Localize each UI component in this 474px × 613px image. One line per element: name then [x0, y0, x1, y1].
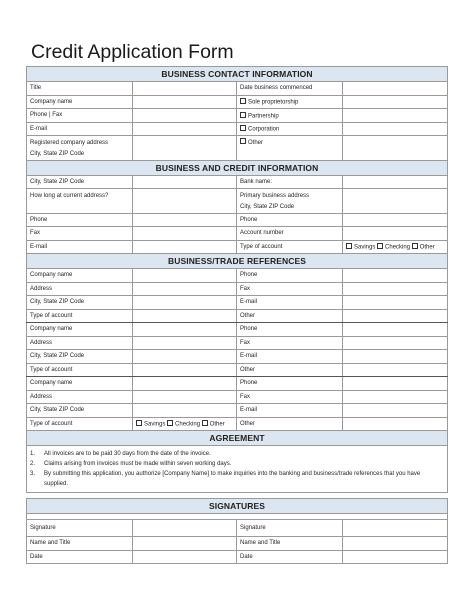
email-field[interactable] [133, 122, 237, 136]
form-row [27, 95, 448, 109]
type-of-account-label: Type of account [237, 240, 343, 254]
agreement-block [27, 446, 448, 493]
section-heading: BUSINESS AND CREDIT INFORMATION [27, 160, 448, 175]
section-heading: BUSINESS/TRADE REFERENCES [27, 254, 448, 269]
form-row [27, 296, 448, 310]
title-label: Title [27, 82, 133, 96]
ref-fax-label: Fax [237, 336, 343, 350]
ref-fax-label: Fax [237, 390, 343, 404]
form-row [27, 363, 448, 377]
ref-address-label: Address [27, 282, 133, 296]
ref-address-field[interactable] [133, 336, 237, 350]
date-label-2: Date [237, 550, 343, 564]
section-references [27, 254, 448, 269]
ref-email-field[interactable] [343, 350, 448, 364]
checkbox-icon[interactable] [167, 420, 173, 426]
ref-email-field[interactable] [343, 404, 448, 418]
agreement-item: 2. Claims arising from invoices must be made within seven working days. [30, 461, 232, 467]
form-row [27, 550, 448, 564]
phone-fax-label: Phone | Fax [27, 109, 133, 123]
ref-account-type-options: Savings Checking Other [133, 417, 237, 431]
company-name-field[interactable] [133, 95, 237, 109]
other-option[interactable]: Other [237, 136, 343, 161]
form-row [27, 269, 448, 283]
ref-fax-label: Fax [237, 282, 343, 296]
checkbox-icon[interactable] [377, 243, 383, 249]
bank-name-label: Bank name: [237, 175, 343, 189]
ref-type-label: Type of account [27, 363, 133, 377]
ref-company-label: Company name [27, 269, 133, 283]
fax-label: Fax [27, 227, 133, 241]
signature-label-2: Signature [237, 520, 343, 537]
form-row [27, 323, 448, 337]
checkbox-icon[interactable] [240, 98, 246, 104]
section-business-credit [27, 160, 448, 175]
corporation-option[interactable]: Corporation [237, 122, 343, 136]
ref-city-field[interactable] [133, 296, 237, 310]
ref-company-label: Company name [27, 323, 133, 337]
ref-other-field[interactable] [343, 363, 448, 377]
date-label: Date [27, 550, 133, 564]
form-row [27, 282, 448, 296]
ref-email-field[interactable] [343, 296, 448, 310]
ref-address-label: Address [27, 390, 133, 404]
ref-fax-field[interactable] [343, 390, 448, 404]
ref-company-field[interactable] [133, 377, 237, 391]
checkbox-icon[interactable] [136, 420, 142, 426]
date-commenced-field[interactable] [343, 82, 448, 96]
ref-city-field[interactable] [133, 350, 237, 364]
ref-address-field[interactable] [133, 390, 237, 404]
form-row [27, 189, 448, 214]
ref-email-label: E-mail [237, 350, 343, 364]
empty-cell [343, 136, 448, 161]
checkbox-icon[interactable] [202, 420, 208, 426]
form-table [26, 66, 448, 564]
date-field[interactable] [133, 550, 237, 564]
checkbox-icon[interactable] [346, 243, 352, 249]
empty-cell [343, 95, 448, 109]
date-field-2[interactable] [343, 550, 448, 564]
agreement-list [27, 446, 448, 493]
form-row [27, 122, 448, 136]
bank-phone-field[interactable] [343, 213, 448, 227]
sole-proprietorship-option[interactable]: Sole proprietorship [237, 95, 343, 109]
form-row [27, 537, 448, 551]
ref-type-field[interactable] [133, 309, 237, 323]
form-row [27, 377, 448, 391]
name-title-field[interactable] [133, 537, 237, 551]
credit-application-form [26, 66, 447, 564]
email-label: E-mail [27, 240, 133, 254]
ref-city-field[interactable] [133, 404, 237, 418]
form-row [27, 136, 448, 161]
section-heading: AGREEMENT [27, 431, 448, 446]
bank-name-field[interactable] [343, 175, 448, 189]
ref-other-field[interactable] [343, 309, 448, 323]
how-long-field[interactable] [133, 189, 237, 214]
ref-address-label: Address [27, 336, 133, 350]
ref-company-label: Company name [27, 377, 133, 391]
section-heading: BUSINESS CONTACT INFORMATION [27, 67, 448, 82]
fax-field[interactable] [133, 227, 237, 241]
section-heading: SIGNATURES [27, 499, 448, 514]
account-number-label: Account number [237, 227, 343, 241]
checkbox-icon[interactable] [240, 138, 246, 144]
email-field[interactable] [133, 240, 237, 254]
form-row [27, 240, 448, 254]
ref-phone-field[interactable] [343, 323, 448, 337]
ref-other-field[interactable] [343, 417, 448, 431]
agreement-item: 3. By submitting this application, you authorize [Company Name] to make inquiries into the banking and business/trade references that you have supplied. [30, 471, 421, 487]
ref-email-label: E-mail [237, 404, 343, 418]
ref-type-label: Type of account [27, 309, 133, 323]
ref-other-label: Other [237, 309, 343, 323]
primary-address-field[interactable] [343, 189, 448, 214]
signature-label: Signature [27, 520, 133, 537]
how-long-label: How long at current address? [27, 189, 133, 214]
phone-field[interactable] [133, 213, 237, 227]
ref-phone-label: Phone [237, 377, 343, 391]
primary-address-label: Primary business address City, State ZIP Code [237, 189, 343, 214]
form-row [27, 82, 448, 96]
city-label: City, State ZIP Code [27, 175, 133, 189]
ref-phone-field[interactable] [343, 377, 448, 391]
account-number-field[interactable] [343, 227, 448, 241]
agreement-item: 1. All invoices are to be paid 30 days from the date of the invoice. [30, 451, 211, 457]
form-row [27, 520, 448, 537]
ref-fax-field[interactable] [343, 282, 448, 296]
ref-other-label: Other [237, 417, 343, 431]
name-title-label: Name and Title [27, 537, 133, 551]
ref-city-label: City, State ZIP Code [27, 350, 133, 364]
form-row [27, 213, 448, 227]
form-row [27, 404, 448, 418]
account-type-options: Savings Checking Other [343, 240, 448, 254]
ref-phone-label: Phone [237, 323, 343, 337]
ref-company-field[interactable] [133, 269, 237, 283]
ref-type-label: Type of account [27, 417, 133, 431]
signature-field-2[interactable] [343, 520, 448, 537]
email-label: E-mail [27, 122, 133, 136]
form-row [27, 227, 448, 241]
ref-phone-field[interactable] [343, 269, 448, 283]
ref-email-label: E-mail [237, 296, 343, 310]
ref-city-label: City, State ZIP Code [27, 296, 133, 310]
bank-phone-label: Phone [237, 213, 343, 227]
empty-cell [343, 109, 448, 123]
title-field[interactable] [133, 82, 237, 96]
signature-field[interactable] [133, 520, 237, 537]
form-row [27, 175, 448, 189]
ref-city-label: City, State ZIP Code [27, 404, 133, 418]
page-title: Credit Application Form [31, 41, 234, 63]
name-title-field-2[interactable] [343, 537, 448, 551]
section-business-contact [27, 67, 448, 82]
checkbox-icon[interactable] [412, 243, 418, 249]
phone-fax-field[interactable] [133, 109, 237, 123]
ref-type-field[interactable] [133, 363, 237, 377]
section-signatures [27, 499, 448, 514]
partnership-option[interactable]: Partnership [237, 109, 343, 123]
section-agreement [27, 431, 448, 446]
form-row [27, 309, 448, 323]
ref-phone-label: Phone [237, 269, 343, 283]
company-name-label: Company name [27, 95, 133, 109]
form-row [27, 417, 448, 431]
ref-fax-field[interactable] [343, 336, 448, 350]
checkbox-icon[interactable] [240, 112, 246, 118]
registered-address-field[interactable] [133, 136, 237, 161]
date-commenced-label: Date business commenced [237, 82, 343, 96]
checkbox-icon[interactable] [240, 125, 246, 131]
form-row [27, 336, 448, 350]
city-field[interactable] [133, 175, 237, 189]
form-row [27, 109, 448, 123]
empty-cell [343, 122, 448, 136]
form-row [27, 390, 448, 404]
phone-label: Phone [27, 213, 133, 227]
name-title-label-2: Name and Title [237, 537, 343, 551]
registered-address-label: Registered company address City, State ZIP Code [27, 136, 133, 161]
ref-address-field[interactable] [133, 282, 237, 296]
ref-company-field[interactable] [133, 323, 237, 337]
form-row [27, 350, 448, 364]
ref-other-label: Other [237, 363, 343, 377]
